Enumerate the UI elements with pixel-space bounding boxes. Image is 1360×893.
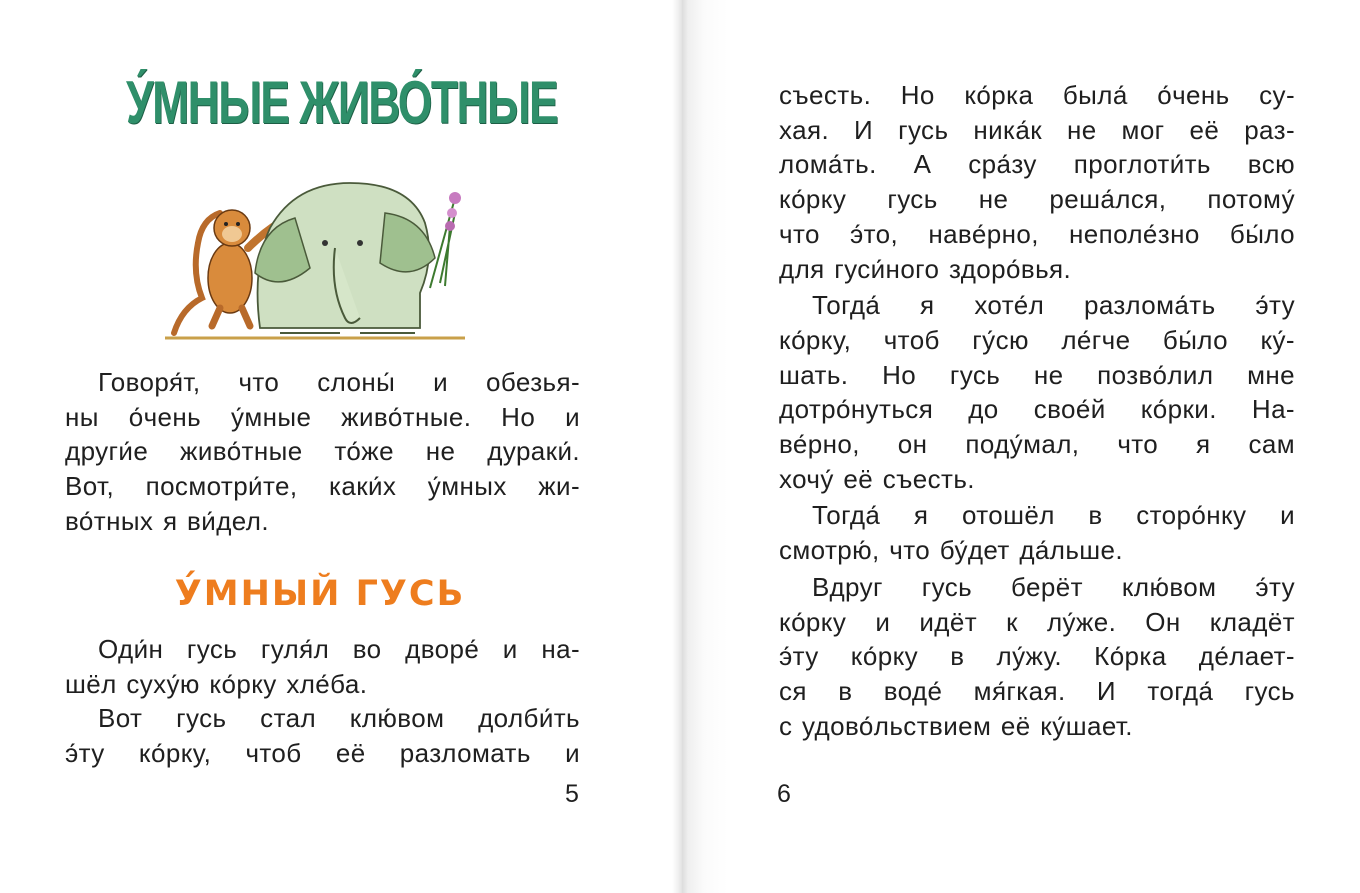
text-line: ны о́чень у́мные живо́тные. Но и	[65, 401, 580, 432]
text-line: для гуси́ного здоро́вья.	[779, 253, 1072, 284]
right-page	[680, 0, 1360, 893]
text-line: съесть. Но ко́рка была́ о́чень су-	[779, 80, 1295, 110]
story-continuation	[779, 78, 1295, 743]
illustration	[160, 168, 480, 343]
page-number: 6	[777, 780, 791, 808]
text-line: э́ту ко́рку в лу́жу. Ко́рка де́лает-	[779, 641, 1295, 672]
text-line: ко́рку гусь не реша́лся, потому́	[779, 184, 1295, 215]
text-line: Тогда́ я отошёл в сторо́нку и	[812, 500, 1295, 531]
text-line: ве́рно, он поду́мал, что я сам	[779, 429, 1295, 460]
text-line: хочу́ её съесть.	[779, 463, 975, 494]
text-line: с удово́льствием её ку́шает.	[779, 710, 1133, 741]
text-line: дотро́нуться до свое́й ко́рки. На-	[779, 394, 1295, 425]
text-line: шать. Но гусь не позво́лил мне	[779, 359, 1295, 390]
text-line: Говоря́т, что слоны́ и обезья-	[98, 367, 580, 397]
text-line: лома́ть. А сра́зу проглоти́ть всю	[779, 149, 1295, 180]
text-line: Тогда́ я хоте́л разлома́ть э́ту	[812, 290, 1295, 321]
text-line: что э́то, наве́рно, неполе́зно бы́ло	[779, 218, 1295, 249]
text-line: во́тных я ви́дел.	[65, 505, 269, 536]
text-line: други́е живо́тные то́же не дураки́.	[65, 436, 580, 467]
page-number: 5	[565, 780, 579, 808]
text-line: ко́рку, чтоб гу́сю ле́гче бы́ло ку́-	[779, 324, 1295, 355]
text-line: Вот, посмотри́те, каки́х у́мных жи-	[65, 471, 580, 502]
text-line: ся в воде́ мя́гкая. И тогда́ гусь	[779, 675, 1295, 706]
book-title: У́МНЫЕ ЖИВО́ТНЫЕ	[126, 69, 558, 136]
text-line: Оди́н гусь гуля́л во дворе́ и на-	[98, 634, 580, 664]
book-gutter	[672, 0, 682, 893]
flowers-icon	[430, 192, 461, 288]
text-line: ко́рку и идёт к лу́же. Он кладёт	[779, 606, 1295, 637]
intro-paragraph	[65, 365, 580, 539]
text-line: шёл суху́ю ко́рку хле́ба.	[65, 668, 368, 699]
story-text	[65, 632, 580, 771]
text-line: смотрю́, что бу́дет да́льше.	[779, 535, 1124, 566]
text-line: хая. И гусь ника́к не мог её раз-	[779, 114, 1295, 145]
text-line: э́ту ко́рку, чтоб её разломать и	[65, 738, 580, 769]
elephant-icon	[255, 183, 435, 333]
text-line: Вот гусь стал клю́вом долби́ть	[98, 703, 580, 734]
text-line: Вдруг гусь берёт клю́вом э́ту	[812, 571, 1295, 602]
story-title: У́МНЫЙ ГУСЬ	[174, 574, 466, 614]
